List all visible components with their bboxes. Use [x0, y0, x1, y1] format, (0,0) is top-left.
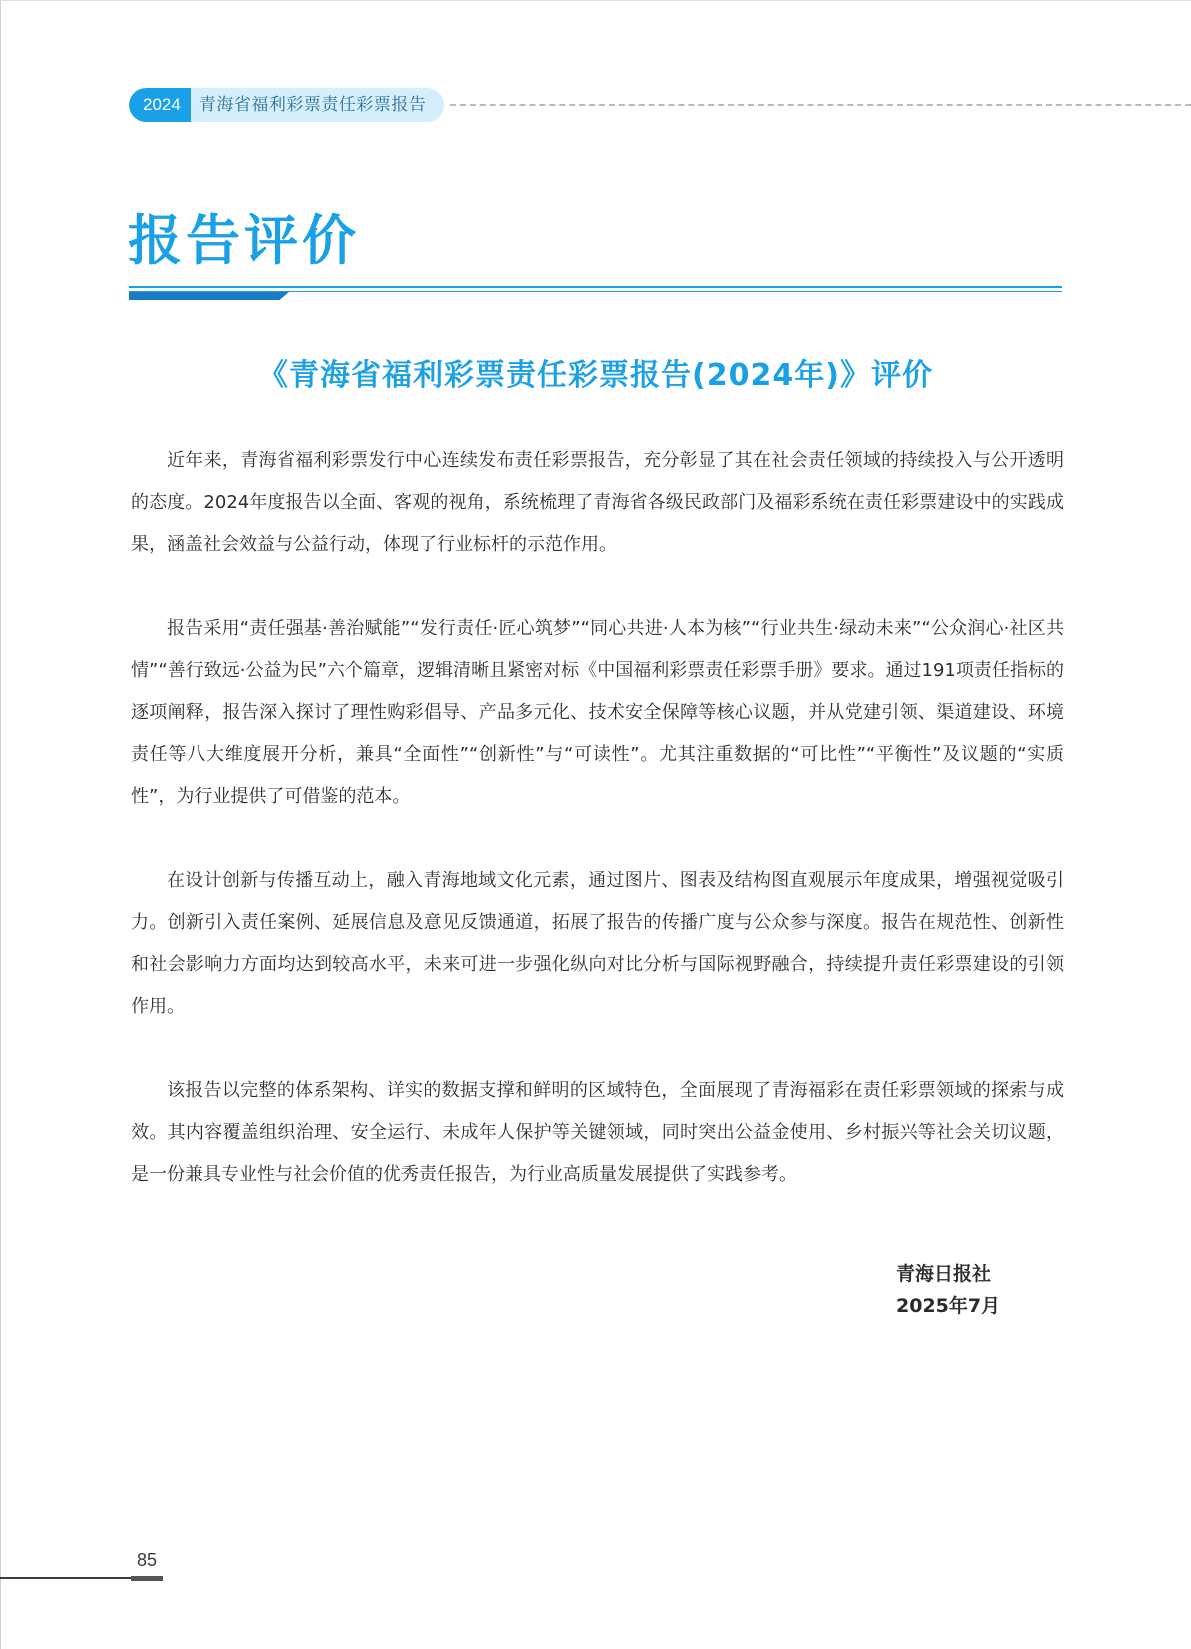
- header-year: 2024: [129, 88, 191, 122]
- title-rule: [129, 286, 1062, 288]
- article-title: 《青海省福利彩票责任彩票报告(2024年)》评价: [258, 358, 933, 393]
- section-title: 报告评价: [128, 209, 360, 272]
- header-pill: [129, 88, 444, 122]
- header-dashed-line: [450, 104, 1191, 106]
- paragraph: 在设计创新与传播互动上，融入青海地域文化元素，通过图片、图表及结构图直观展示年度成果，增强视觉吸引力。创新引入责任案例、延展信息及意见反馈通道，拓展了报告的传播广度与公众参与深度。报告在规范性、创新性和社会影响力方面均达到较高水平，未来可进一步强化纵向对比分析与国际视野融合，持续提升责任彩票建设的引领作用。: [131, 870, 1064, 1017]
- signature-date: 2025年7月: [896, 1295, 1001, 1317]
- page-number-rule-accent: [131, 1576, 163, 1581]
- title-rule-secondary: [129, 291, 1062, 292]
- signature-block: [896, 1258, 1000, 1322]
- paragraph: 近年来，青海省福利彩票发行中心连续发布责任彩票报告，充分彰显了其在社会责任领域的持续投入与公开透明的态度。2024年度报告以全面、客观的视角，系统梳理了青海省各级民政部门及福彩系统在责任彩票建设中的实践成果，涵盖社会效益与公益行动，体现了行业标杆的示范作用。: [131, 450, 1064, 555]
- signature-org: 青海日报社: [896, 1263, 992, 1285]
- running-header: [129, 88, 444, 122]
- article-body: [131, 440, 1064, 1238]
- page-number: 85: [137, 1550, 158, 1570]
- header-title: 青海省福利彩票责任彩票报告: [198, 95, 427, 115]
- title-rule-accent: [129, 292, 289, 300]
- paragraph: 该报告以完整的体系架构、详实的数据支撑和鲜明的区域特色，全面展现了青海福彩在责任彩票领域的探索与成效。其内容覆盖组织治理、安全运行、未成年人保护等关键领域，同时突出公益金使用、乡村振兴等社会关切议题，是一份兼具专业性与社会价值的优秀责任报告，为行业高质量发展提供了实践参考。: [131, 1080, 1064, 1185]
- paragraph: 报告采用“责任强基·善治赋能”“发行责任·匠心筑梦”“同心共进·人本为核”“行业共生·绿动未来”“公众润心·社区共情”“善行致远·公益为民”六个篇章，逻辑清晰且紧密对标《中国福利彩票责任彩票手册》要求。通过191项责任指标的逐项阐释，报告深入探讨了理性购彩倡导、产品多元化、技术安全保障等核心议题，并从党建引领、渠道建设、环境责任等八大维度展开分析，兼具“全面性”“创新性”与“可读性”。尤其注重数据的“可比性”“平衡性”及议题的“实质性”，为行业提供了可借鉴的范本。: [131, 618, 1064, 807]
